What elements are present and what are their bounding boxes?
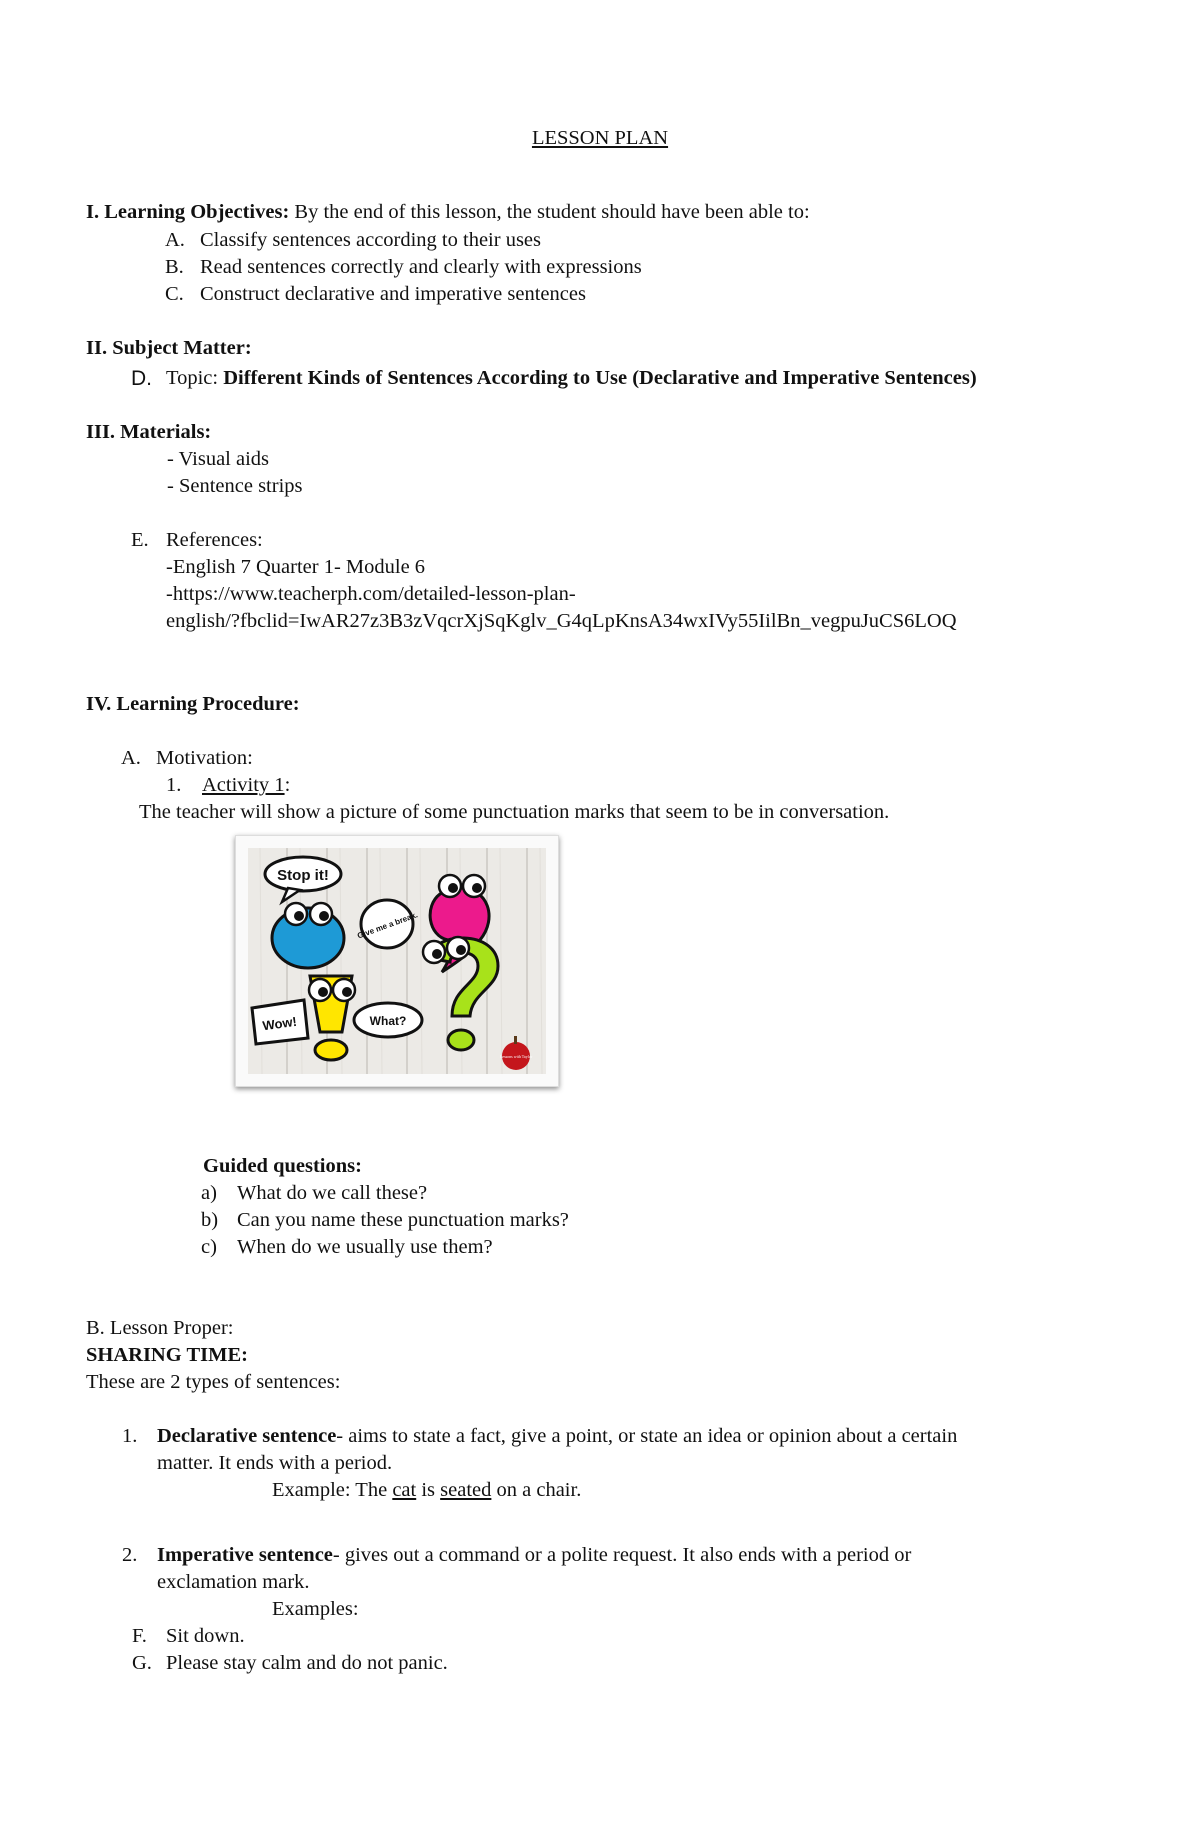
question-marker: c)	[201, 1236, 217, 1258]
declarative-definition-cont: matter. It ends with a period.	[157, 1452, 393, 1474]
subject-marker: D.	[131, 367, 152, 390]
page-title: LESSON PLAN	[531, 127, 669, 149]
list-marker: 2.	[122, 1544, 138, 1566]
example-marker: F.	[132, 1625, 147, 1647]
sharing-time-heading: SHARING TIME:	[86, 1344, 248, 1366]
imperative-definition: Imperative sentence- gives out a command or a polite request. It also ends with a period or	[157, 1544, 912, 1566]
topic-label: Topic:	[166, 367, 219, 389]
question-marker: a)	[201, 1182, 217, 1204]
declarative-definition: Declarative sentence- aims to state a fact, give a point, or state an idea or opinion about a certain	[157, 1425, 958, 1447]
imperative-examples-label: Examples:	[272, 1598, 359, 1620]
objective-marker: B.	[165, 256, 184, 278]
example-marker: G.	[132, 1652, 152, 1674]
question-text: When do we usually use them?	[237, 1236, 493, 1258]
lesson-proper-heading: B. Lesson Proper:	[86, 1317, 234, 1339]
bubble-text: Stop it!	[277, 867, 329, 884]
bubble-text: Give me a break.	[356, 910, 419, 941]
objective-marker: A.	[165, 229, 185, 251]
objective-marker: C.	[165, 283, 184, 305]
references-marker: E.	[131, 529, 149, 551]
objectives-heading: I. Learning Objectives:	[86, 201, 290, 223]
reference-link[interactable]: -https://www.teacherph.com/detailed-lesson-plan-	[166, 583, 576, 605]
declarative-term: Declarative sentence	[157, 1425, 337, 1447]
punctuation-marks-picture	[235, 835, 559, 1087]
bubble-text: Wow!	[261, 1013, 298, 1034]
objective-text: Construct declarative and imperative sentences	[200, 283, 586, 305]
example-text: Sit down.	[166, 1625, 245, 1647]
example-text: Please stay calm and do not panic.	[166, 1652, 448, 1674]
motivation-label: Motivation:	[156, 747, 253, 769]
lesson-intro: These are 2 types of sentences:	[86, 1371, 341, 1393]
material-item: - Visual aids	[167, 448, 270, 470]
objective-text: Read sentences correctly and clearly with expressions	[200, 256, 642, 278]
material-item: - Sentence strips	[167, 475, 303, 497]
subject-heading: II. Subject Matter:	[86, 337, 252, 359]
materials-heading: III. Materials:	[86, 421, 212, 443]
objectives-line	[86, 200, 810, 226]
procedure-heading: IV. Learning Procedure:	[86, 693, 300, 715]
topic-title: Different Kinds of Sentences According to Use (Declarative and Imperative Sentences)	[223, 367, 977, 389]
reference-link[interactable]: english/?fbclid=IwAR27z3B3zVqcrXjSqKglv_G4qLpKnsA34wxIVy55IilBn_vegpuJuCS6LOQ	[166, 610, 957, 632]
bubble-text: What?	[369, 1014, 407, 1028]
blue-period-character	[272, 908, 344, 968]
activity-description: The teacher will show a picture of some punctuation marks that seem to be in conversation.	[139, 801, 890, 823]
question-marker: b)	[201, 1209, 219, 1231]
imperative-definition-cont: exclamation mark.	[157, 1571, 310, 1593]
objective-text: Classify sentences according to their uses	[200, 229, 542, 251]
imperative-term: Imperative sentence	[157, 1544, 333, 1566]
list-marker: 1.	[122, 1425, 138, 1447]
logo-text: Lessons with Taylor	[499, 1054, 533, 1059]
guided-questions-heading: Guided questions:	[203, 1155, 362, 1177]
declarative-example: Example: The cat is seated on a chair.	[272, 1479, 582, 1501]
question-text: Can you name these punctuation marks?	[237, 1209, 569, 1231]
subject-topic-line	[166, 366, 977, 392]
motivation-marker: A.	[121, 747, 141, 769]
references-label: References:	[166, 529, 263, 551]
reference-item: -English 7 Quarter 1- Module 6	[166, 556, 426, 578]
punctuation-illustration	[248, 848, 546, 1074]
activity-marker: 1.	[166, 774, 182, 796]
objectives-intro: By the end of this lesson, the student should have been able to:	[294, 201, 810, 223]
question-text: What do we call these?	[237, 1182, 428, 1204]
activity-label: Activity 1:	[202, 774, 291, 796]
